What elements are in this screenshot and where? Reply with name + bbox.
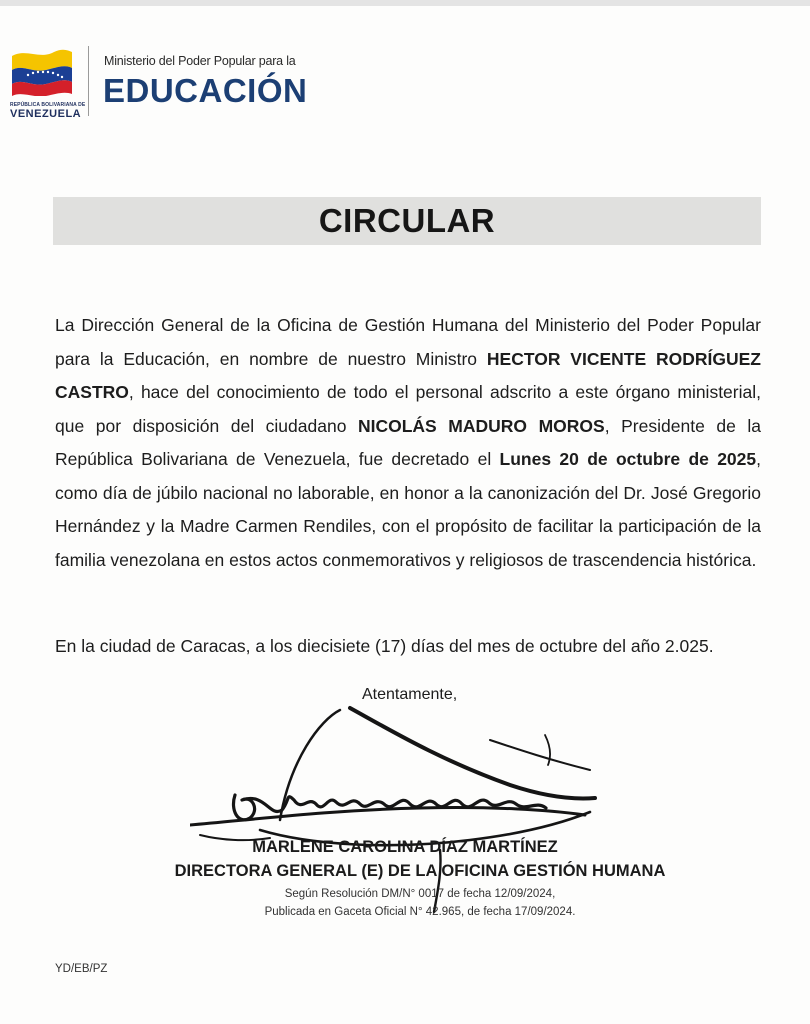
ministry-name: EDUCACIÓN bbox=[103, 72, 308, 109]
signer-name: MARLENE CAROLINA DÍAZ MARTÍNEZ bbox=[252, 838, 558, 856]
president-name: NICOLÁS MADURO MOROS bbox=[357, 415, 605, 436]
ministry-logo bbox=[8, 42, 308, 122]
top-edge bbox=[0, 0, 810, 6]
gazette-reference: Publicada en Gaceta Oficial N° 42.965, de fecha 17/09/2024. bbox=[264, 906, 576, 918]
ministry-line: Ministerio del Poder Popular para la bbox=[104, 54, 296, 68]
body-paragraph bbox=[55, 309, 761, 577]
venezuela-flag-icon bbox=[10, 46, 74, 96]
body-text-2: , hace del conocimiento de todo el personal adscrito a este órgano ministerial, que por disposición del ciudadano bbox=[55, 382, 761, 436]
body-text-4: , como día de júbilo nacional no laborable, en honor a la canonización del Dr. José Gregorio Hernández y la Madre Carmen Rendiles, con el propósito de facilitar la participación de la familia venezolana en estos actos conmemorativos y religiosos de trascendencia histórica. bbox=[55, 449, 761, 570]
logo-divider bbox=[88, 46, 89, 116]
minister-name: HECTOR VICENTE RODRÍGUEZ CASTRO bbox=[55, 348, 761, 402]
closing-line: En la ciudad de Caracas, a los diecisiete (17) días del mes de octubre del año 2.025. bbox=[55, 636, 714, 656]
signer-title: DIRECTORA GENERAL (E) DE LA OFICINA GESTIÓN HUMANA bbox=[174, 862, 666, 880]
republic-label: VENEZUELA bbox=[10, 108, 82, 120]
regards: Atentamente, bbox=[362, 686, 458, 703]
document-initials: YD/EB/PZ bbox=[55, 963, 108, 975]
handwritten-signature bbox=[190, 700, 610, 915]
republic-label-small: REPÚBLICA BOLIVARIANA DE bbox=[10, 102, 86, 108]
title-banner bbox=[53, 197, 761, 245]
resolution-reference: Según Resolución DM/N° 0017 de fecha 12/09/2024, bbox=[284, 888, 556, 900]
document-title: CIRCULAR bbox=[318, 202, 496, 239]
body-text-3: , Presidente de la República Bolivariana de Venezuela, fue decretado el bbox=[55, 415, 762, 469]
body-text-1: La Dirección General de la Oficina de Gestión Humana del Ministerio del Poder Popular para la Educación, en nombre de nuestro Ministro bbox=[55, 315, 761, 369]
holiday-date: Lunes 20 de octubre de 2025 bbox=[499, 449, 757, 469]
